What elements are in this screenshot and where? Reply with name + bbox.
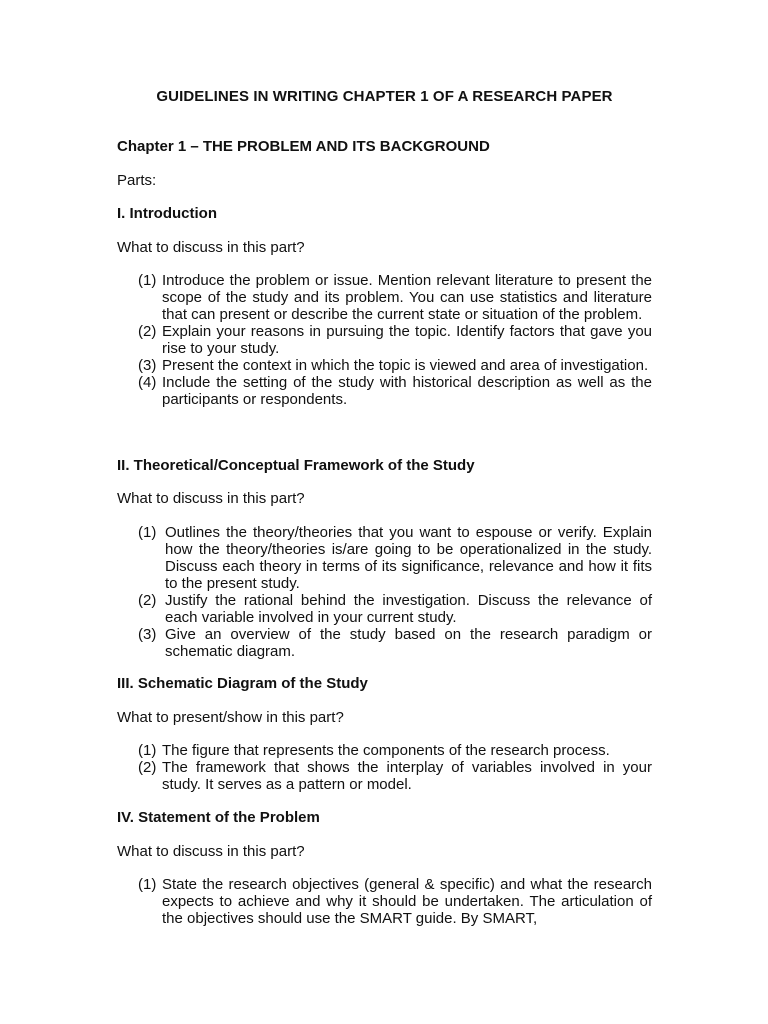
section-heading-statement: IV. Statement of the Problem: [117, 809, 320, 826]
document-title: GUIDELINES IN WRITING CHAPTER 1 OF A RESEARCH PAPER: [156, 88, 613, 105]
list-item: [138, 272, 652, 323]
item-number: (1): [138, 272, 157, 289]
list-item: [138, 759, 652, 793]
item-number: (2): [138, 323, 157, 340]
item-number: (1): [138, 742, 157, 759]
item-text: The framework that shows the interplay of variables involved in your study. It serves as a pattern or model.: [162, 759, 652, 793]
section-list-introduction: [138, 272, 652, 408]
section-heading-introduction: I. Introduction: [117, 205, 217, 222]
item-number: (2): [138, 592, 157, 609]
item-text: Justify the rational behind the investigation. Discuss the relevance of each variable involved in your current study.: [165, 592, 652, 626]
item-text: The figure that represents the components of the research process.: [162, 742, 610, 759]
list-item: [138, 876, 652, 927]
section-heading-schematic: III. Schematic Diagram of the Study: [117, 675, 368, 692]
item-text: Explain your reasons in pursuing the topic. Identify factors that gave you rise to your study.: [162, 323, 652, 357]
list-item: [138, 592, 652, 626]
item-text: Outlines the theory/theories that you want to espouse or verify. Explain how the theory/theories is/are going to be operationalized in the study. Discuss each theory in terms of its significance, relevance and how it fits to the present study.: [165, 524, 652, 592]
item-text: Present the context in which the topic is viewed and area of investigation.: [162, 357, 649, 374]
list-item: [138, 524, 652, 592]
section-prompt: What to discuss in this part?: [117, 239, 305, 256]
chapter-heading: Chapter 1 – THE PROBLEM AND ITS BACKGROUND: [117, 138, 490, 155]
list-item: [138, 374, 652, 408]
item-number: (3): [138, 357, 157, 374]
item-text: Introduce the problem or issue. Mention relevant literature to present the scope of the study and its problem. You can use statistics and literature that can present or describe the current state or situation of the problem.: [162, 272, 652, 323]
item-number: (4): [138, 374, 157, 391]
section-list-statement: [138, 876, 652, 927]
item-text: Include the setting of the study with historical description as well as the participants or respondents.: [162, 374, 652, 408]
parts-label: Parts:: [117, 172, 157, 189]
item-text: Give an overview of the study based on the research paradigm or schematic diagram.: [165, 626, 652, 660]
list-item: [138, 742, 652, 759]
section-heading-framework: II. Theoretical/Conceptual Framework of the Study: [117, 457, 475, 474]
item-number: (2): [138, 759, 157, 776]
section-list-schematic: [138, 742, 652, 793]
item-number: (3): [138, 626, 157, 643]
list-item: [138, 626, 652, 660]
section-prompt: What to present/show in this part?: [117, 709, 344, 726]
list-item: [138, 357, 652, 374]
section-list-framework: [138, 524, 652, 660]
item-number: (1): [138, 876, 157, 893]
list-item: [138, 323, 652, 357]
section-prompt: What to discuss in this part?: [117, 490, 305, 507]
item-text: State the research objectives (general & specific) and what the research expects to achieve and why it should be undertaken. The articulation of the objectives should use the SMART guide. By SMART,: [162, 876, 652, 927]
section-prompt: What to discuss in this part?: [117, 843, 305, 860]
item-number: (1): [138, 524, 157, 541]
